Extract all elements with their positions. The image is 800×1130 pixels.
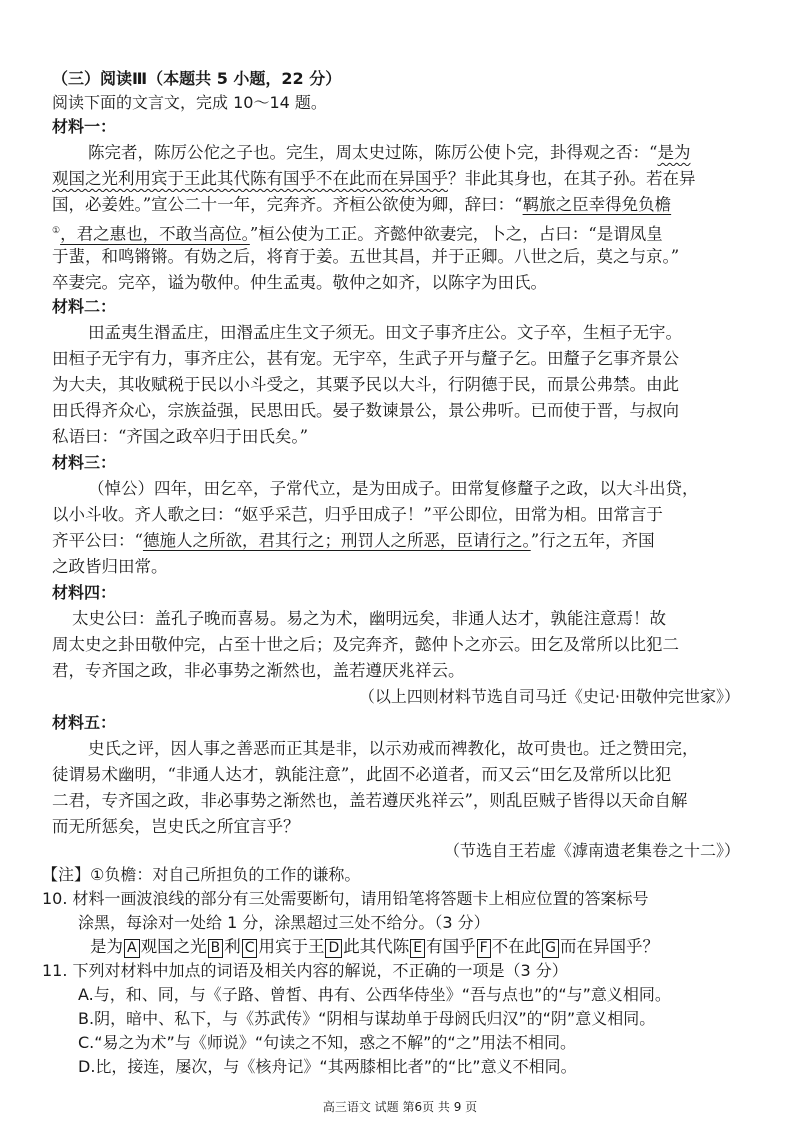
material1-line: ①，君之惠也，不敢当高位。”桓公使为工正。齐懿仲欲妻完，卜之，占曰：“是谓凤皇 [52, 224, 663, 244]
material4-line: 周太史之卦田敬仲完，占至十世之后；及完奔齐，懿仲卜之亦云。田乞及常所以比犯二 [52, 635, 679, 654]
section-heading: （三）阅读Ⅲ（本题共 5 小题，22 分） [52, 69, 342, 88]
section-instruction: 阅读下面的文言文，完成 10～14 题。 [52, 93, 327, 112]
footnote: 【注】①负檐：对自己所担负的工作的谦称。 [42, 865, 361, 884]
material3-line: （悼公）四年，田乞卒，子常代立，是为田成子。田常复修釐子之政，以大斗出贷， [88, 479, 699, 498]
break-option-g[interactable]: G [542, 939, 559, 958]
material4-label: 材料四： [52, 583, 117, 602]
underlined-sentence: 德施人之所欲，君其行之；刑罚人之所恶，臣请行之。 [142, 531, 531, 550]
break-option-a[interactable]: A [124, 939, 140, 958]
material4-source: （以上四则材料节选自司马迁《史记·田敬仲完世家》） [358, 687, 740, 706]
material5-line: 而无所惩矣，岂史氏之所宜言乎？ [52, 817, 300, 836]
question-10-stem: 涂黑，每涂对一处给 1 分，涂黑超过三处不给分。（3 分） [78, 913, 490, 932]
material5-source: （节选自王若虚《滹南遗老集卷之十二》） [443, 841, 740, 860]
material2-line: 私语曰：“齐国之政卒归于田氏矣。” [52, 427, 309, 446]
question-11-option-c[interactable]: C.“易之为术”与《师说》“句读之不知，惑之不解”的“之”用法不相同。 [78, 1033, 576, 1052]
material1-line: 卒妻完。完卒，谥为敬仲。仲生孟夷。敬仲之如齐，以陈字为田氏。 [52, 273, 547, 292]
break-option-f[interactable]: F [477, 939, 491, 958]
page-footer: 高三语文 试题 第6页 共 9 页 [322, 1100, 478, 1114]
footnote-marker: ① [52, 226, 61, 236]
question-11-option-b[interactable]: B.阴，暗中、私下，与《苏武传》“阴相与谋劫单于母阏氏归汉”的“阴”意义相同。 [78, 1009, 656, 1028]
material3-line: 以小斗收。齐人歌之曰：“妪乎采芑，归乎田成子！”平公即位，田常为相。田常言于 [52, 505, 663, 524]
material3-label: 材料三： [52, 453, 117, 472]
question-10-break-options: 是为 A 观国之光 B 利 C 用宾于王 D 此其代陈 E 有国乎 F 不在此 G 而在异国乎？ [90, 937, 660, 956]
break-option-d[interactable]: D [325, 939, 342, 958]
material1-line: 陈完者，陈厉公佗之子也。完生，周太史过陈，陈厉公使卜完，卦得观之否：“是为 [88, 143, 691, 162]
material4-line: 太史公曰：盖孔子晚而喜易。易之为术，幽明远矣，非通人达才，孰能注意焉！故 [72, 609, 666, 628]
material1-label: 材料一： [52, 117, 117, 136]
material5-line: 二君，专齐国之政，非必事势之渐然也，盖若遵厌兆祥云”，则乱臣贼子皆得以天命自解 [52, 791, 688, 810]
question-11-option-d[interactable]: D.比，接连，屡次，与《核舟记》“其两膝相比者”的“比”意义不相同。 [78, 1057, 577, 1076]
material5-label: 材料五： [52, 713, 117, 732]
wavy-underline-passage: 观国之光利用宾于王此其代陈有国乎不在此而在异国乎 [52, 169, 448, 188]
material5-line: 史氏之评，因人事之善恶而正其是非，以示劝戒而裨教化，故可贵也。迁之赞田完， [88, 739, 699, 758]
material3-line: 之政皆归田常。 [52, 557, 168, 576]
material3-line: 齐平公曰：“德施人之所欲，君其行之；刑罚人之所恶，臣请行之。”行之五年，齐国 [52, 531, 655, 550]
material2-line: 田氏得齐众心，宗族益强，民思田氏。晏子数谏景公，景公弗听。已而使于晋，与叔向 [52, 401, 679, 420]
material2-line: 田桓子无宇有力，事齐庄公，甚有宠。无宇卒，生武子开与釐子乞。田釐子乞事齐景公 [52, 349, 679, 368]
question-11-option-a[interactable]: A.与，和、同，与《子路、曾皙、冉有、公西华侍坐》“吾与点也”的“与”意义相同。 [78, 985, 671, 1004]
question-11-stem: 11. 下列对材料中加点的词语及相关内容的解说，不正确的一项是（3 分） [42, 961, 568, 980]
material2-line: 为大夫，其收赋税于民以小斗受之，其粟予民以大斗，行阴德于民，而景公弗禁。由此 [52, 375, 679, 394]
break-option-e[interactable]: E [410, 939, 425, 958]
material2-label: 材料二： [52, 297, 117, 316]
material1-line: 国，必姜姓。”宣公二十一年，完奔齐。齐桓公欲使为卿，辞曰：“羁旅之臣幸得免负檐 [52, 195, 672, 214]
break-option-b[interactable]: B [208, 939, 224, 958]
material1-line: 观国之光利用宾于王此其代陈有国乎不在此而在异国乎？非此其身也，在其子孙。若在异 [52, 169, 696, 188]
material4-line: 君，专齐国之政，非必事势之渐然也，盖若遵厌兆祥云。 [52, 661, 465, 680]
material5-line: 徒谓易术幽明，“非通人达才，孰能注意”，此固不必道者，而又云“田乞及常所以比犯 [52, 765, 672, 784]
break-option-c[interactable]: C [242, 939, 258, 958]
material2-line: 田孟夷生湣孟庄，田湣孟庄生文子须无。田文子事齐庄公。文子卒，生桓子无宇。 [88, 323, 682, 342]
question-10-stem: 10. 材料一画波浪线的部分有三处需要断句，请用铅笔将答题卡上相应位置的答案标号 [42, 889, 649, 908]
material1-line: 于蜚，和鸣锵锵。有妫之后，将育于姜。五世其昌，并于正卿。八世之后，莫之与京。” [52, 247, 680, 266]
